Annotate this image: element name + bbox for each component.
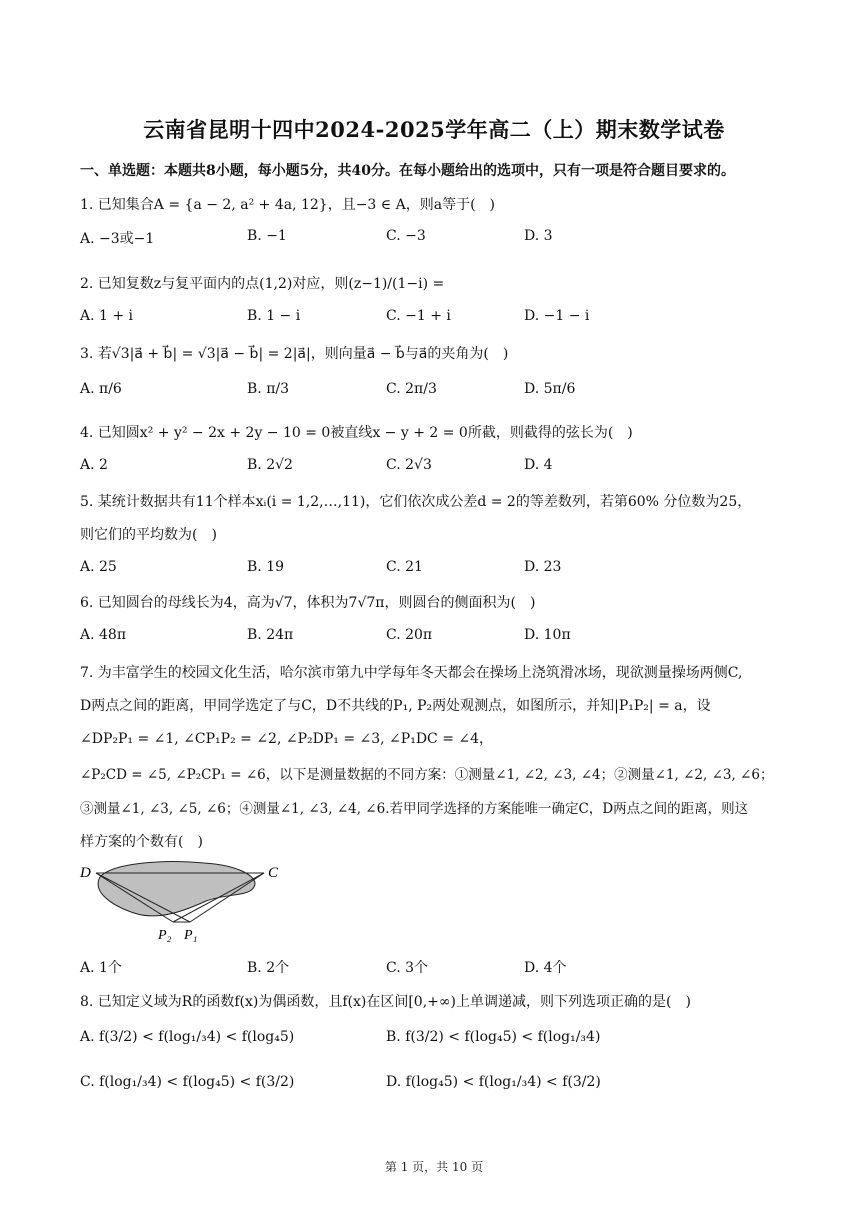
question-7-line-2: D两点之间的距离，甲同学选定了与C，D不共线的P₁, P₂两处观测点，如图所示，并知|P₁P₂| = a，设 xyxy=(80,698,711,714)
q6-option-b[interactable]: B. 24π xyxy=(247,627,294,643)
q7-option-b[interactable]: B. 2个 xyxy=(247,960,290,976)
q6-option-a[interactable]: A. 48π xyxy=(80,627,127,643)
question-6-stem: 6. 已知圆台的母线长为4，高为√7，体积为7√7π，则圆台的侧面积为( ) xyxy=(80,595,536,611)
q8-option-c[interactable]: C. f(log₁/₃4) < f(log₄5) < f(3/2) xyxy=(80,1074,295,1090)
section-heading: 一、单选题：本题共8小题，每小题5分，共40分。在每小题给出的选项中，只有一项是符合题目要求的。 xyxy=(80,163,735,179)
q8-option-a[interactable]: A. f(3/2) < f(log₁/₃4) < f(log₄5) xyxy=(80,1029,295,1045)
q2-option-d[interactable]: D. −1 − i xyxy=(524,308,590,324)
q4-option-d[interactable]: D. 4 xyxy=(524,457,553,473)
question-7-line-5: ③测量∠1, ∠3, ∠5, ∠6；④测量∠1, ∠3, ∠4, ∠6.若甲同学选择的方案能唯一确定C，D两点之间的距离，则这 xyxy=(80,801,749,817)
label-c: C xyxy=(268,865,279,881)
page-title: 云南省昆明十四中2024-2025学年高二（上）期末数学试卷 xyxy=(143,117,725,142)
label-p2: P₂ xyxy=(158,928,172,943)
q5-option-d[interactable]: D. 23 xyxy=(524,559,562,575)
question-8-stem: 8. 已知定义域为R的函数f(x)为偶函数，且f(x)在区间[0,+∞)上单调递减，则下列选项正确的是( ) xyxy=(80,994,691,1010)
q3-option-b[interactable]: B. π/3 xyxy=(247,381,290,397)
question-4-stem: 4. 已知圆x² + y² − 2x + 2y − 10 = 0被直线x − y + 2 = 0所截，则截得的弦长为( ) xyxy=(80,425,633,441)
q3-option-d[interactable]: D. 5π/6 xyxy=(524,381,576,397)
q1-option-b[interactable]: B. −1 xyxy=(247,228,287,244)
q2-option-a[interactable]: A. 1 + i xyxy=(80,308,134,324)
question-3-stem: 3. 若√3|a⃗ + b⃗| = √3|a⃗ − b⃗| = 2|a⃗|，则向量a⃗ − b⃗与a⃗的夹角为( ) xyxy=(80,346,509,362)
q7-option-d[interactable]: D. 4个 xyxy=(524,960,567,976)
q5-option-b[interactable]: B. 19 xyxy=(247,559,285,575)
question-5-stem-cont: 则它们的平均数为( ) xyxy=(80,527,217,543)
question-7-line-4: ∠P₂CD = ∠5, ∠P₂CP₁ = ∠6，以下是测量数据的不同方案：①测量∠1, ∠2, ∠3, ∠4；②测量∠1, ∠2, ∠3, ∠6； xyxy=(80,767,774,783)
q6-option-d[interactable]: D. 10π xyxy=(524,627,571,643)
question-2-stem: 2. 已知复数z与复平面内的点(1,2)对应，则(z−1)/(1−i) = xyxy=(80,276,445,292)
q1-option-c[interactable]: C. −3 xyxy=(386,228,426,244)
question-1-stem: 1. 已知集合A = {a − 2, a² + 4a, 12}，且−3 ∈ A，则a等于( ) xyxy=(80,197,495,213)
q2-option-c[interactable]: C. −1 + i xyxy=(386,308,451,324)
q8-option-b[interactable]: B. f(3/2) < f(log₄5) < f(log₁/₃4) xyxy=(386,1029,601,1045)
question-7-line-3: ∠DP₂P₁ = ∠1, ∠CP₁P₂ = ∠2, ∠P₂DP₁ = ∠3, ∠P₁DC = ∠4， xyxy=(80,731,494,747)
q4-option-c[interactable]: C. 2√3 xyxy=(386,457,432,473)
q7-option-a[interactable]: A. 1个 xyxy=(80,960,122,976)
question-5-stem: 5. 某统计数据共有11个样本xᵢ(i = 1,2,…,11)，它们依次成公差d = 2的等差数列，若第60% 分位数为25， xyxy=(80,494,752,510)
q4-option-a[interactable]: A. 2 xyxy=(80,457,108,473)
q5-option-c[interactable]: C. 21 xyxy=(386,559,423,575)
q6-option-c[interactable]: C. 20π xyxy=(386,627,433,643)
question-7-line-6: 样方案的个数有( ) xyxy=(80,834,203,850)
q1-option-d[interactable]: D. 3 xyxy=(524,228,553,244)
label-d: D xyxy=(80,865,91,881)
q4-option-b[interactable]: B. 2√2 xyxy=(247,457,293,473)
q7-option-c[interactable]: C. 3个 xyxy=(386,960,429,976)
q8-option-d[interactable]: D. f(log₄5) < f(log₁/₃4) < f(3/2) xyxy=(386,1074,601,1090)
q7-figure xyxy=(78,855,288,945)
q3-option-c[interactable]: C. 2π/3 xyxy=(386,381,437,397)
q2-option-b[interactable]: B. 1 − i xyxy=(247,308,301,324)
label-p1: P₁ xyxy=(184,928,198,943)
q1-option-a[interactable]: A. −3或−1 xyxy=(80,231,155,247)
question-7-line-1: 7. 为丰富学生的校园文化生活，哈尔滨市第九中学每年冬天都会在操场上浇筑滑冰场，现欲测量操场两侧C, xyxy=(80,665,743,681)
q3-option-a[interactable]: A. π/6 xyxy=(80,381,122,397)
page-footer: 第 1 页，共 10 页 xyxy=(384,1160,484,1174)
q5-option-a[interactable]: A. 25 xyxy=(80,559,117,575)
